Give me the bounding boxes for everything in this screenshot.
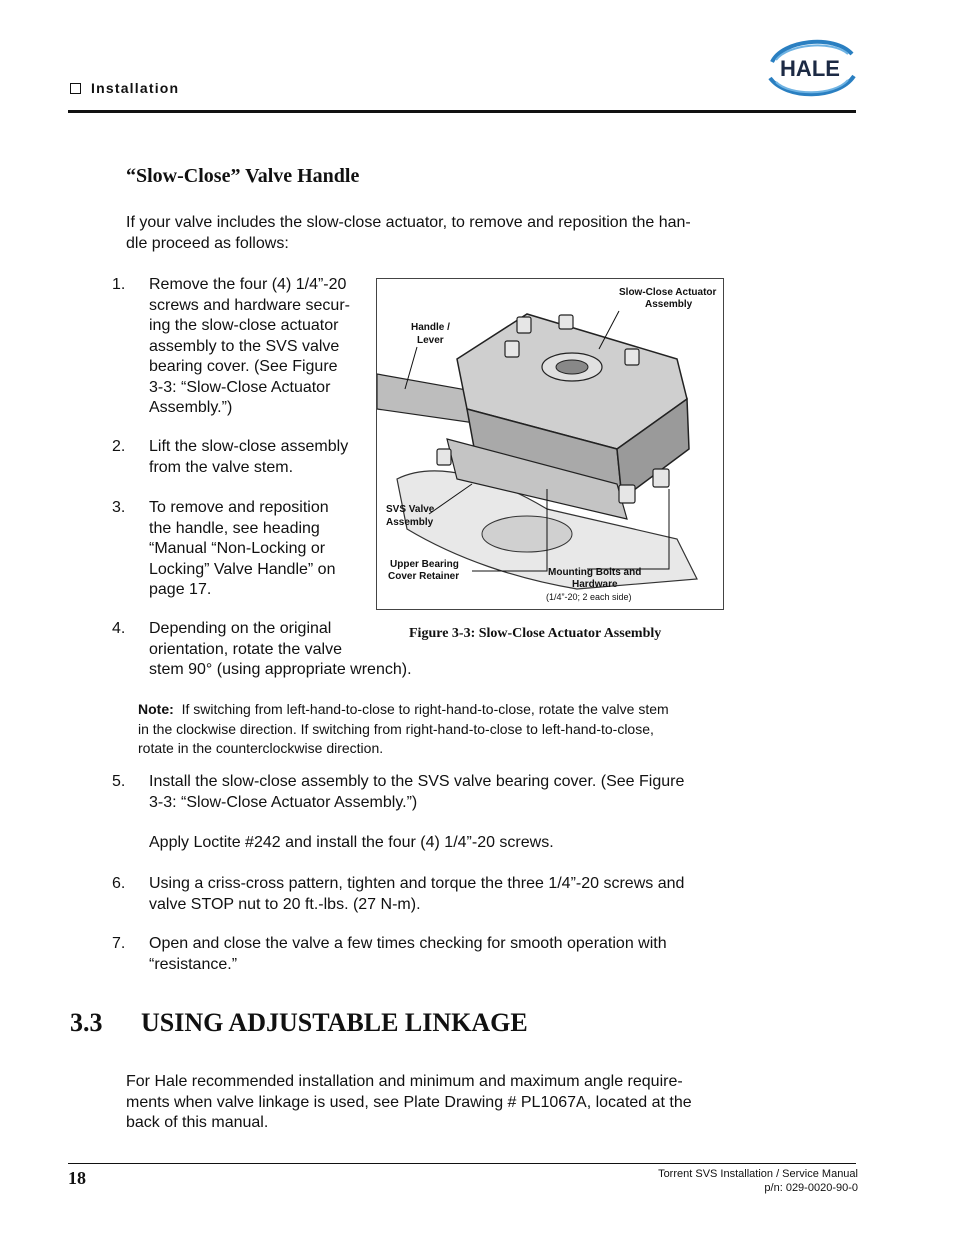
footer-info bbox=[658, 1167, 858, 1195]
intro-paragraph bbox=[126, 213, 736, 254]
step-line: from the valve stem. bbox=[149, 458, 294, 476]
step-line: To remove and reposition bbox=[149, 499, 329, 516]
figure-label: Lever bbox=[417, 335, 444, 346]
step-text bbox=[149, 275, 374, 419]
figure-label: Slow-Close Actuator bbox=[619, 287, 717, 298]
step-line: valve STOP nut to 20 ft.-lbs. (27 N-m). bbox=[149, 895, 421, 913]
step-line: orientation, rotate the valve bbox=[149, 640, 343, 658]
section-label-text: Installation bbox=[91, 80, 180, 96]
figure-label: Upper Bearing bbox=[390, 559, 459, 570]
step-line: ing the slow-close actuator bbox=[149, 317, 339, 334]
paragraph-line: ments when valve linkage is used, see Plate Drawing # PL1067A, located at the bbox=[126, 1093, 692, 1111]
step-line: Apply Loctite #242 and install the four (4) 1/4”-20 screws. bbox=[149, 834, 554, 851]
step-text bbox=[149, 619, 449, 681]
figure-label: Hardware bbox=[572, 579, 618, 590]
note-line: in the clockwise direction. If switching from right-hand-to-close to left-hand-to-close, bbox=[138, 720, 654, 737]
step-line: 3-3: “Slow-Close Actuator Assembly.”) bbox=[149, 793, 418, 811]
step-number: 3. bbox=[112, 499, 126, 516]
step-number: 2. bbox=[112, 438, 126, 455]
step-text bbox=[149, 934, 749, 975]
step-line: bearing cover. (See Figure bbox=[149, 358, 338, 375]
hale-logo bbox=[762, 36, 858, 100]
step-text bbox=[149, 772, 749, 813]
note-text: If switching from left-hand-to-close to right-hand-to-close, rotate the valve stem bbox=[181, 701, 669, 717]
step-number: 1. bbox=[112, 276, 126, 293]
figure-label: SVS Valve bbox=[386, 504, 435, 515]
section-heading: “Slow-Close” Valve Handle bbox=[126, 165, 360, 187]
manual-title: Torrent SVS Installation / Service Manual bbox=[658, 1168, 858, 1180]
step-line: Depending on the original bbox=[149, 620, 332, 637]
figure-label: Mounting Bolts and bbox=[548, 567, 642, 578]
step-line: stem 90° (using appropriate wrench). bbox=[149, 661, 412, 678]
note-block bbox=[138, 700, 728, 759]
step-text bbox=[149, 874, 749, 915]
section-label bbox=[70, 80, 179, 96]
actuator-illustration bbox=[377, 279, 723, 609]
step-number: 7. bbox=[112, 935, 126, 952]
step-text bbox=[149, 498, 374, 601]
step-text bbox=[149, 833, 749, 854]
step-line: 3-3: “Slow-Close Actuator bbox=[149, 378, 331, 396]
footer-rule bbox=[68, 1163, 856, 1164]
step-line: Assembly.”) bbox=[149, 399, 233, 416]
figure-label: Assembly bbox=[386, 517, 434, 528]
step-line: “resistance.” bbox=[149, 955, 238, 973]
step-number: 5. bbox=[112, 773, 126, 790]
step-line: Open and close the valve a few times checking for smooth operation with bbox=[149, 935, 667, 952]
figure-caption: Figure 3-3: Slow-Close Actuator Assembly bbox=[409, 626, 662, 641]
step-line: Lift the slow-close assembly bbox=[149, 438, 349, 455]
step-line: Install the slow-close assembly to the SVS valve bearing cover. (See Figure bbox=[149, 773, 685, 790]
step-line: “Manual “Non-Locking or bbox=[149, 540, 326, 557]
figure-label: Cover Retainer bbox=[388, 571, 460, 582]
note-line: rotate in the counterclockwise direction. bbox=[138, 740, 384, 756]
step-text bbox=[149, 437, 374, 478]
step-line: assembly to the SVS valve bbox=[149, 337, 340, 355]
figure-label: (1/4”-20; 2 each side) bbox=[546, 592, 632, 602]
part-number: p/n: 029-0020-90-0 bbox=[764, 1182, 858, 1194]
figure-slow-close-actuator bbox=[376, 278, 724, 610]
step-line: Remove the four (4) 1/4”-20 bbox=[149, 276, 347, 293]
step-line: the handle, see heading bbox=[149, 519, 320, 537]
paragraph-line: back of this manual. bbox=[126, 1114, 269, 1131]
intro-line: If your valve includes the slow-close actuator, to remove and reposition the han- bbox=[126, 214, 691, 231]
step-line: Using a criss-cross pattern, tighten and torque the three 1/4”-20 screws and bbox=[149, 875, 685, 892]
section-title: USING ADJUSTABLE LINKAGE bbox=[141, 1008, 528, 1037]
page-number: 18 bbox=[68, 1168, 86, 1188]
step-line: screws and hardware secur- bbox=[149, 296, 350, 314]
section-number: 3.3 bbox=[70, 1008, 103, 1037]
note-label: Note: bbox=[138, 701, 174, 717]
step-number: 4. bbox=[112, 620, 126, 637]
linkage-paragraph bbox=[126, 1072, 736, 1134]
note-line bbox=[138, 700, 728, 720]
checkbox-bullet-icon bbox=[70, 83, 81, 94]
header-rule bbox=[68, 110, 856, 113]
paragraph-line: For Hale recommended installation and minimum and maximum angle require- bbox=[126, 1073, 683, 1090]
step-number: 6. bbox=[112, 875, 126, 892]
step-line: Locking” Valve Handle” on bbox=[149, 560, 336, 578]
figure-label: Handle / bbox=[411, 322, 450, 333]
intro-line: dle proceed as follows: bbox=[126, 234, 289, 252]
svg-text:HALE: HALE bbox=[780, 56, 840, 81]
figure-label: Assembly bbox=[645, 299, 693, 310]
step-line: page 17. bbox=[149, 581, 212, 598]
